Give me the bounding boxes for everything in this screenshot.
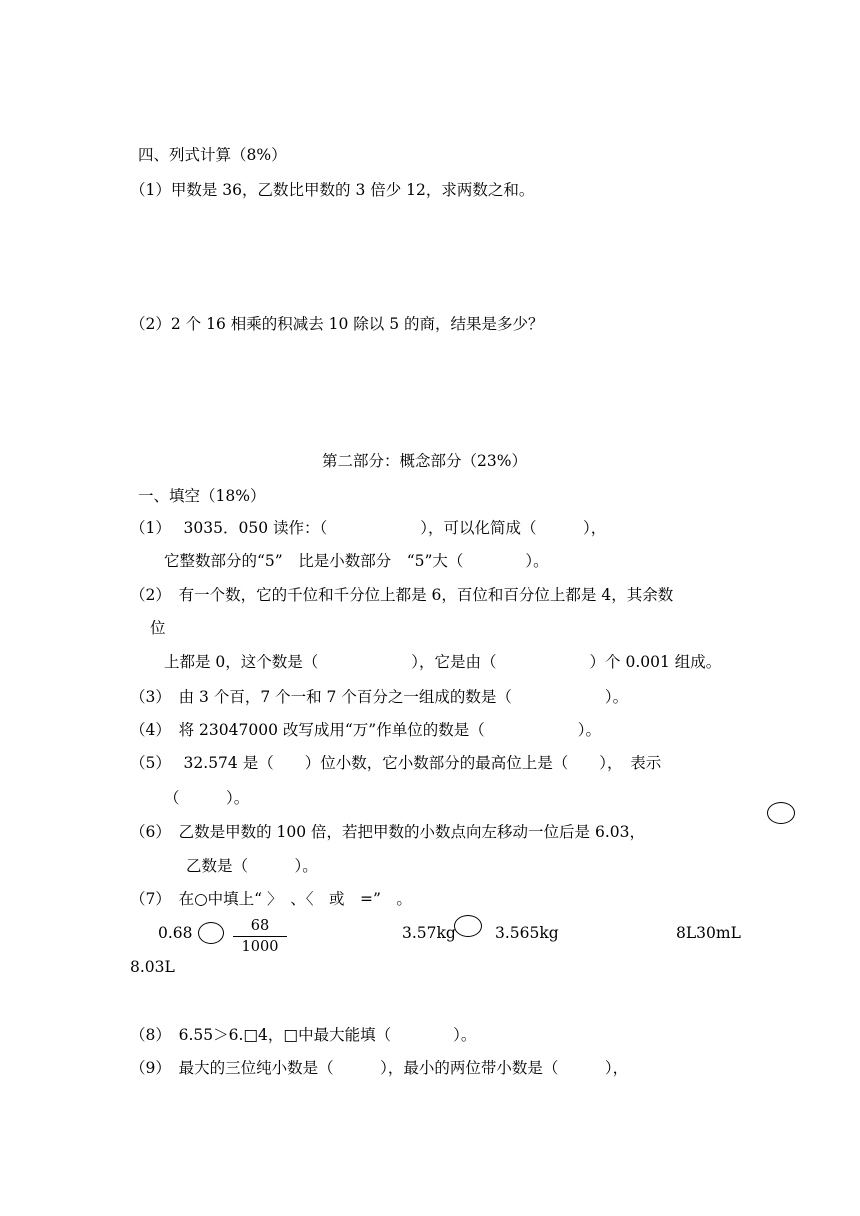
fill-q2-line2: 位 [150,619,166,637]
stray-circle [767,802,795,824]
fill-q9: （9） 最大的三位纯小数是（ ），最小的两位带小数是（ ）， [130,1059,629,1077]
fill-q6-line2: 乙数是（ ）。 [186,857,318,875]
section4-heading: 四、列式计算（8%） [138,146,287,164]
section4-question-1: （1）甲数是 36，乙数比甲数的 3 倍少 12，求两数之和。 [130,181,535,199]
fill-q7-line1: （7） 在○中填上“ 〉 、〈 或 =” 。 [130,890,412,908]
compare-circle-1[interactable] [198,922,224,944]
fill-heading: 一、填空（18%） [138,487,266,505]
fill-q5-line2: （ ）。 [164,789,250,807]
q7-compare3-right: 8.03L [130,958,175,976]
fill-q5-line1: （5） 32.574 是（ ）位小数，它小数部分的最高位上是（ ）， 表示 [130,754,662,772]
fraction-numerator: 68 [233,917,287,937]
fill-q1-line1: （1） 3035．050 读作：（ ），可以化简成（ ）， [130,519,607,537]
compare-circle-2[interactable] [454,915,482,937]
q7-compare1-left: 0.68 [158,924,193,942]
fraction-denominator: 1000 [241,939,279,955]
part2-title: 第二部分：概念部分（23%） [322,452,527,470]
q7-compare2-left: 3.57kg [402,924,456,942]
q7-compare3-left: 8L30mL [676,924,741,942]
fill-q1-line2: 它整数部分的“5” 比是小数部分 “5”大（ ）。 [164,552,549,570]
fill-q6-line1: （6） 乙数是甲数的 100 倍，若把甲数的小数点向左移动一位后是 6.03， [130,823,645,841]
fill-q3: （3） 由 3 个百，7 个一和 7 个百分之一组成的数是（ ）。 [130,688,629,706]
fill-q2-line3: 上都是 0，这个数是（ ），它是由（ ）个 0.001 组成。 [164,653,722,671]
fill-q2-line1: （2） 有一个数，它的千位和千分位上都是 6，百位和百分位上都是 4，其余数 [130,586,674,604]
q7-compare2-right: 3.565kg [495,924,559,942]
section4-question-2: （2）2 个 16 相乘的积减去 10 除以 5 的商，结果是多少？ [130,315,544,333]
fill-q4: （4） 将 23047000 改写成用“万”作单位的数是（ ）。 [130,721,601,739]
fraction-68-over-1000 [233,917,287,956]
fill-q8: （8） 6.55＞6.□4，□中最大能填（ ）。 [130,1026,477,1044]
